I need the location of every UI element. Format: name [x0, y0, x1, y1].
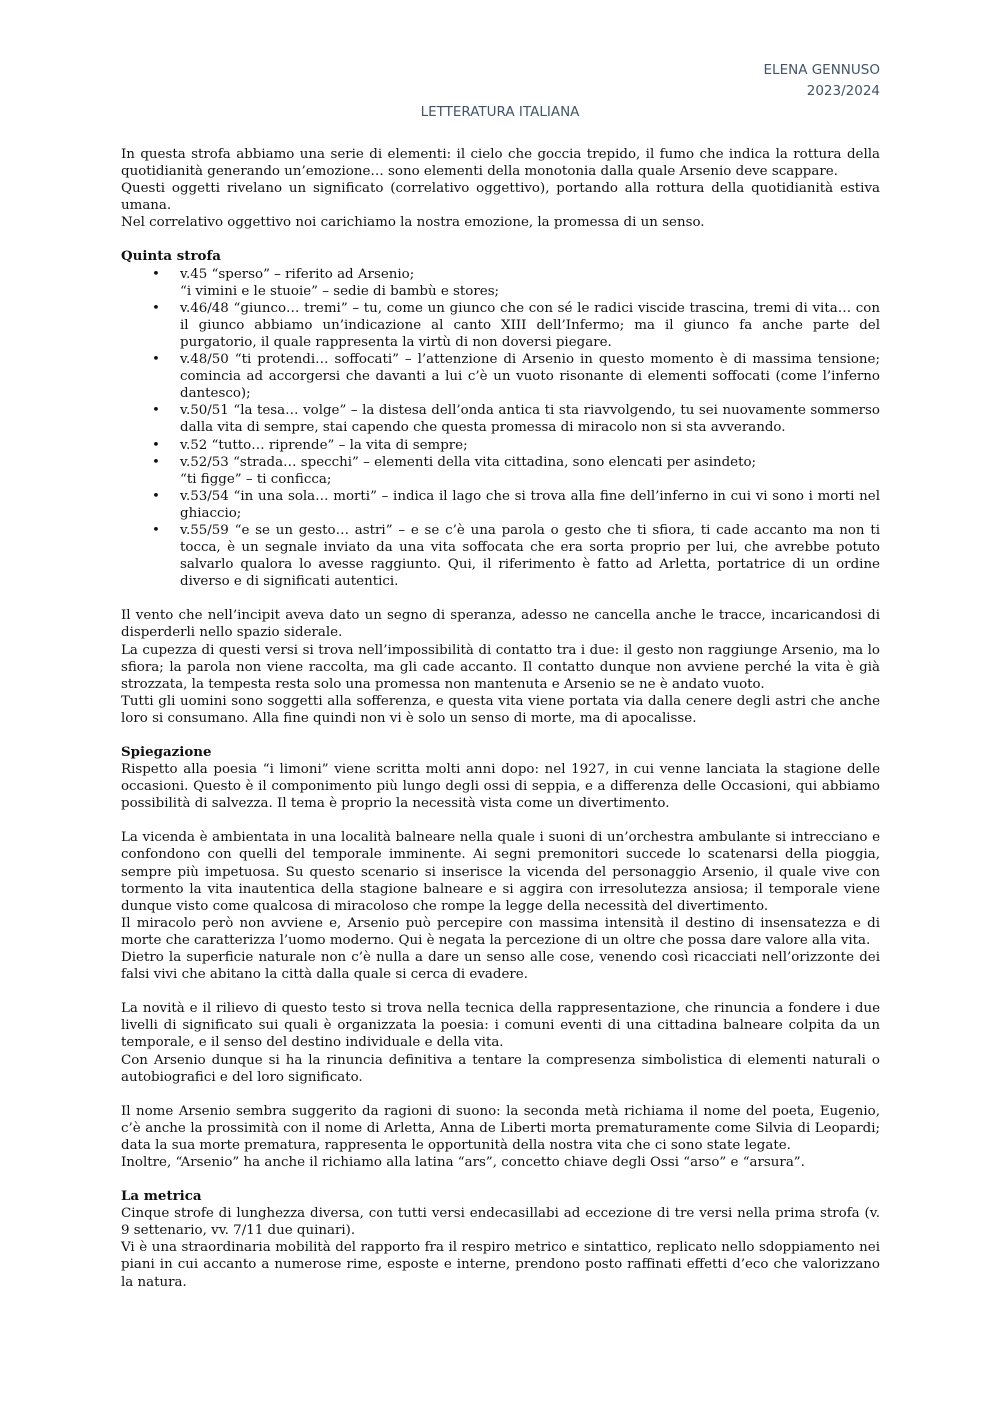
header-subject: LETTERATURA ITALIANA	[420, 104, 580, 120]
list-item: • v.52 “tutto… riprende” – la vita di sempre;	[180, 437, 880, 454]
paragraph: Il miracolo però non avviene e, Arsenio può percepire con massima intensità il destino di insensatezza e di morte che caratterizza l’uomo moderno. Qui è negata la percezione di un oltre che possa dare valore alla vita.	[121, 915, 880, 948]
list-item: • v.52/53 “strada… specchi” – elementi della vita cittadina, sono elencati per asindeto; “ti figge” – ti conficca;	[180, 454, 880, 488]
section-heading-spiegazione: Spiegazione	[121, 744, 212, 760]
list-item: • v.48/50 “ti protendi… soffocati” – l’attenzione di Arsenio in questo momento è di massima tensione; comincia ad accorgersi che davanti a lui c’è un vuoto risonante di elementi soffocati (come l’inferno dantesco);	[180, 351, 880, 402]
verse-notes-list	[121, 266, 880, 591]
section-heading-metrica: La metrica	[121, 1188, 202, 1205]
section-heading-quinta-strofa: Quinta strofa	[121, 248, 221, 265]
paragraph: La vicenda è ambientata in una località balneare nella quale i suoni di un’orchestra ambulante si intrecciano e confondono con quelli del temporale imminente. Ai segni premonitori succede lo scatenarsi della pioggia, sempre più impetuosa. Su questo scenario si inserisce la vicenda del personaggio Arsenio, il quale vive con tormento la vita inautentica della stagione balneare e si aggira con irresolutezza ansiosa; il temporale viene dunque visto come qualcosa di miracoloso che rompe la legge della necessità del divertimento.	[121, 830, 880, 914]
paragraph: Inoltre, “Arsenio” ha anche il richiamo alla latina “ars”, concetto chiave degli Ossi “arso” e “arsura”.	[121, 1154, 805, 1170]
paragraph: Il nome Arsenio sembra suggerito da ragioni di suono: la seconda metà richiama il nome del poeta, Eugenio, c’è anche la prossimità con il nome di Arletta, Anna de Liberti morta prematuramente come Silvia di Leopardi; data la sua morte prematura, rappresenta le opportunità della nostra vita che ci sono state legate.	[121, 1103, 880, 1153]
list-item: • v.50/51 “la tesa… volge” – la distesa dell’onda antica ti sta riavvolgendo, tu sei nuovamente sommerso dalla vita di sempre, stai capendo che questa promessa di miracolo non si sta avverando.	[180, 402, 880, 436]
paragraph: Dietro la superficie naturale non c’è nulla a dare un senso alle cose, venendo così ricacciati nell’orizzonte dei falsi vivi che abitano la città dalla quale si cerca di evadere.	[121, 950, 880, 983]
list-item: • v.46/48 “giunco… tremi” – tu, come un giunco che con sé le radici viscide trascina, tremi di vita… con il giunco abbiamo un’indicazione al canto XIII dell’Infermo; ma il giunco fa anche parte del purgatorio, il quale rappresenta la virtù di non doversi piegare.	[180, 300, 880, 351]
paragraph: In questa strofa abbiamo una serie di elementi: il cielo che goccia trepido, il fumo che indica la rottura della quotidianità generando un’emozione… sono elementi della monotonia dalla quale Arsenio deve scappare.	[121, 147, 880, 180]
paragraph: Il vento che nell’incipit aveva dato un segno di speranza, adesso ne cancella anche le tracce, incaricandosi di disperderli nello spazio siderale.	[121, 608, 880, 641]
paragraph: La cupezza di questi versi si trova nell’impossibilità di contatto tra i due: il gesto non raggiunge Arsenio, ma lo sfiora; la parola non viene raccolta, ma gli cade accanto. Il contatto dunque non avviene perché la vita è già strozzata, la tempesta resta solo una promessa non mantenuta e Arsenio se ne è andato vuoto.	[121, 642, 880, 692]
paragraph: Nel correlativo oggettivo noi carichiamo la nostra emozione, la promessa di un senso.	[121, 215, 705, 231]
paragraph: Questi oggetti rivelano un significato (correlativo oggettivo), portando alla rottura della quotidianità estiva umana.	[121, 181, 880, 214]
paragraph: Rispetto alla poesia “i limoni” viene scritta molti anni dopo: nel 1927, in cui venne lanciata la stagione delle occasioni. Questo è il componimento più lungo degli ossi di seppia, e a differenza delle Occasioni, qui abbiamo possibilità di salvezza. Il tema è proprio la necessità vista come un divertimento.	[121, 762, 880, 812]
header-author: ELENA GENNUSO	[763, 62, 880, 78]
paragraph: Con Arsenio dunque si ha la rinuncia definitiva a tentare la compresenza simbolistica di elementi naturali o autobiografici e del loro significato.	[121, 1052, 880, 1085]
paragraph: Cinque strofe di lunghezza diversa, con tutti versi endecasillabi ad eccezione di tre versi nella prima strofa (v. 9 settenario, vv. 7/11 due quinari).	[121, 1206, 880, 1239]
paragraph: Tutti gli uomini sono soggetti alla sofferenza, e questa vita viene portata via dalla cenere degli astri che anche loro si consumano. Alla fine quindi non vi è solo un senso di morte, ma di apocalisse.	[121, 693, 880, 726]
list-item: • v.55/59 “e se un gesto… astri” – e se c’è una parola o gesto che ti sfiora, ti cade accanto ma non ti tocca, è un segnale inviato da una vita soffocata che era sorta proprio per lui, che avrebbe potuto salvarlo qualora lo avesse raggiunto. Qui, il riferimento è fatto ad Arletta, portatrice di un ordine diverso e di significati autentici.	[180, 522, 880, 590]
header-year: 2023/2024	[806, 83, 880, 99]
paragraph: Vi è una straordinaria mobilità del rapporto fra il respiro metrico e sintattico, replicato nello sdoppiamento nei piani in cui accanto a numerose rime, esposte e interne, prendono posto raffinati effetti d’eco che valorizzano la natura.	[121, 1240, 880, 1290]
list-item: • v.53/54 “in una sola… morti” – indica il lago che si trova alla fine dell’inferno in cui vi sono i morti nel ghiaccio;	[180, 488, 880, 522]
list-item: • v.45 “sperso” – riferito ad Arsenio; “i vimini e le stuoie” – sedie di bambù e stores;	[180, 266, 880, 300]
document-body	[121, 146, 880, 1291]
paragraph: La novità e il rilievo di questo testo si trova nella tecnica della rappresentazione, che rinuncia a fondere i due livelli di significato sui quali è organizzata la poesia: i comuni eventi di una cittadina balneare colpita da un temporale, e il senso del destino individuale e della vita.	[121, 1001, 880, 1051]
